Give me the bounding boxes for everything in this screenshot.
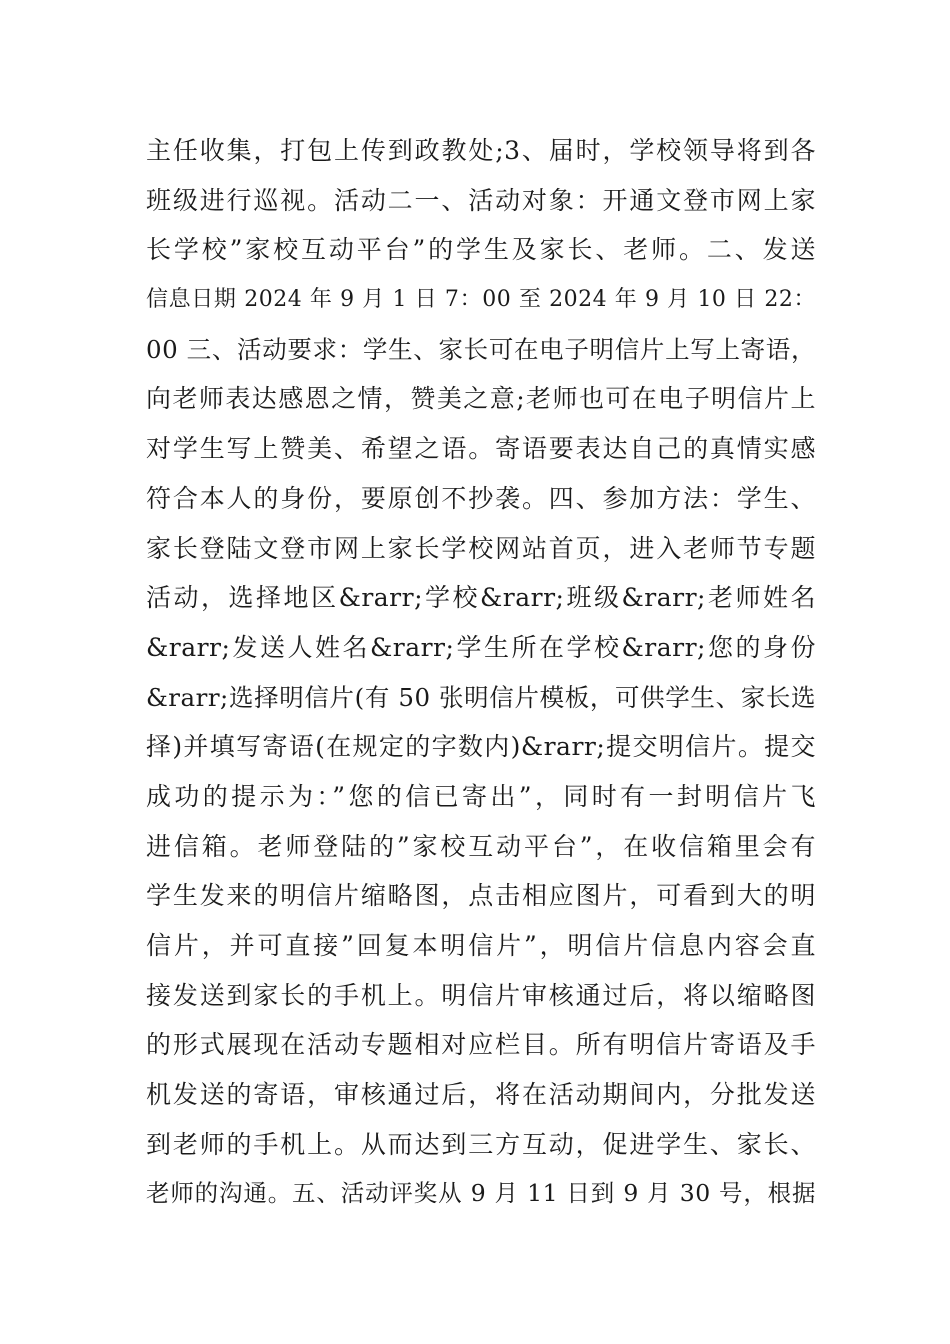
text-line: 信息日期 2024 年 9 月 1 日 7：00 至 2024 年 9 月 10 日 22： [146,287,816,313]
text-line: 学生发来的明信片缩略图，点击相应图片，可看到大的明 [146,881,816,911]
text-line: 信片，并可直接”回复本明信片”，明信片信息内容会直 [146,931,816,960]
text-line: 进信箱。老师登陆的”家校互动平台”，在收信箱里会有 [146,831,816,861]
text-line: 接发送到家长的手机上。明信片审核通过后，将以缩略图 [146,980,816,1010]
text-line: 长学校”家校互动平台”的学生及家长、老师。二、发送 [146,235,816,265]
text-line: 家长登陆文登市网上家长学校网站首页，进入老师节专题 [146,533,816,563]
text-line: 机发送的寄语，审核通过后，将在活动期间内，分批发送 [146,1080,816,1110]
text-line: &rarr;选择明信片(有 50 张明信片模板，可供学生、家长选 [146,682,816,712]
text-line: 00 三、活动要求：学生、家长可在电子明信片上写上寄语， [146,334,816,364]
text-line: 成功的提示为：”您的信已寄出”，同时有一封明信片飞 [146,781,816,811]
text-line: &rarr;发送人姓名&rarr;学生所在学校&rarr;您的身份 [146,632,816,662]
text-line: 班级进行巡视。活动二一、活动对象：开通文登市网上家 [146,185,816,215]
text-line: 主任收集，打包上传到政教处;3、届时，学校领导将到各 [146,136,816,165]
body-text [146,126,816,1219]
text-line: 活动，选择地区&rarr;学校&rarr;班级&rarr;老师姓名 [146,583,816,613]
text-line: 到老师的手机上。从而达到三方互动，促进学生、家长、 [146,1129,816,1159]
text-line: 对学生写上赞美、希望之语。寄语要表达自己的真情实感 [146,434,816,464]
text-line: 的形式展现在活动专题相对应栏目。所有明信片寄语及手 [146,1030,816,1060]
text-line: 向老师表达感恩之情，赞美之意;老师也可在电子明信片上 [146,384,816,414]
text-line: 择)并填写寄语(在规定的字数内)&rarr;提交明信片。提交 [146,732,816,762]
text-line: 符合本人的身份，要原创不抄袭。四、参加方法：学生、 [146,483,816,513]
text-line: 老师的沟通。五、活动评奖从 9 月 11 日到 9 月 30 号，根据 [146,1179,816,1208]
